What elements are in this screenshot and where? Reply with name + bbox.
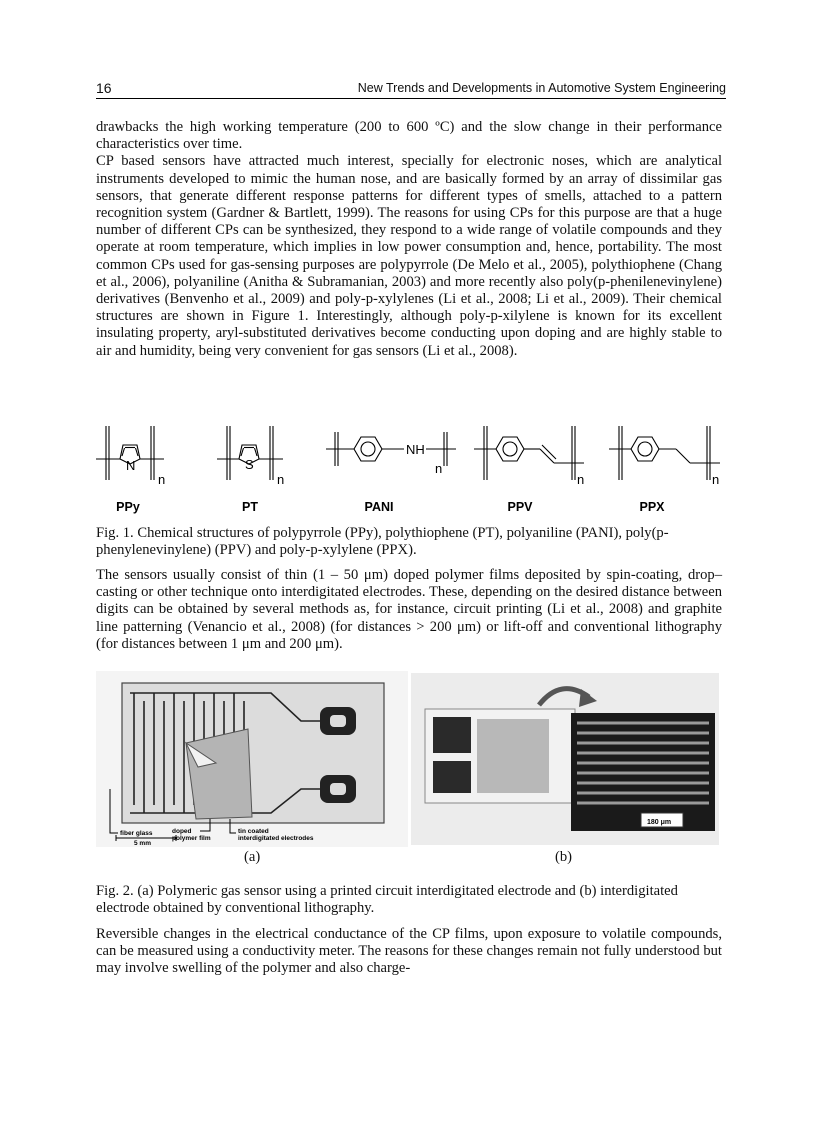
ppv-subscript: n — [577, 472, 585, 487]
pani-heteroatom: NH — [406, 442, 425, 457]
ppy-label: PPy — [116, 500, 140, 514]
figure-2b-lithography-photo — [411, 673, 719, 845]
pt-subscript: n — [277, 472, 285, 487]
callout-polymer-film: polymer film — [172, 835, 211, 842]
ppy-subscript: n — [158, 472, 166, 487]
pt-label: PT — [242, 500, 258, 514]
callout-tin-coated: tin coated — [238, 828, 269, 835]
scale-bar-label-a: 5 mm — [134, 840, 151, 847]
pani-label: PANI — [364, 500, 394, 514]
figure-2-caption: Fig. 2. (a) Polymeric gas sensor using a printed circuit interdigitated electrode and (b) interdigitated electrode obtained by conventional lithography. — [96, 883, 678, 917]
body-text-middle — [96, 567, 722, 653]
pt-heteroatom: S — [245, 457, 254, 472]
figure-1-structures — [96, 418, 726, 518]
paragraph-2: CP based sensors have attracted much interest, specially for electronic noses, which are analytical instruments developed to mimic the human nose, and are basically formed by an array of dissimilar gas sensors, that generate different response patterns for different types of smells, attached to a pattern recognition system (Gardner & Bartlett, 1999). The reasons for using CPs for this purpose are that a huge number of different CPs can be synthesized, they respond to a wide range of volatile compounds and they operate at room temperature, which implies in low power consumption and, hence, portability. The most common CPs used for gas-sensing purposes are polypyrrole (De Melo et al., 2005), polythiophene (Chang et al., 2006), polyaniline (Anitha & Subramanian, 2003) and more recently also poly(p-phenilenevinylene) derivatives (Benvenho et al., 2009) and poly-p-xylylenes (Li et al., 2008; Li et al., 2009). Their chemical structures are shown in Figure 1. Interestingly, although poly-p-xilylene is known for its excellent insulating property, aryl-substituted derivatives become conducting upon doping and are highly stable to air and humidity, being very convenient for gas sensors (Li et al., 2008). — [96, 153, 722, 359]
paragraph-1: drawbacks the high working temperature (200 to 600 ºC) and the slow change in their performance characteristics over time. — [96, 119, 722, 153]
body-text-bottom — [96, 926, 722, 978]
paragraph-3: The sensors usually consist of thin (1 – 50 μm) doped polymer films deposited by spin-coating, drop–casting or other technique onto interdigitated electrodes. These, depending on the desired distance between digits can be obtained by several methods as, for instance, circuit printing (Li et al., 2008) and graphite line patterning (Venancio et al., 2008) (for distances > 200 μm) or lift-off and conventional lithography (for distances between 1 μm and 200 μm). — [96, 567, 722, 652]
callout-doped: doped — [172, 828, 192, 835]
ppy-heteroatom: N — [126, 458, 136, 473]
pani-subscript: n — [435, 461, 443, 476]
panel-b-label: (b) — [555, 849, 573, 865]
ppv-structure — [474, 426, 584, 480]
page-number: 16 — [96, 80, 112, 96]
callout-fiber-glass: fiber glass — [120, 830, 153, 837]
ppx-subscript: n — [712, 472, 720, 487]
ppx-label: PPX — [639, 500, 665, 514]
ppx-structure — [609, 426, 720, 480]
callout-interdigitated: interdigitated electrodes — [238, 835, 314, 842]
figure-2a-sensor-photo — [96, 671, 408, 847]
running-title: New Trends and Developments in Automotive System Engineering — [357, 81, 726, 95]
scale-bar-label-b: 180 μm — [647, 819, 672, 826]
body-text-top — [96, 119, 722, 360]
page-header — [96, 80, 726, 99]
panel-a-label: (a) — [244, 849, 261, 865]
ppv-label: PPV — [507, 500, 533, 514]
paragraph-4: Reversible changes in the electrical conductance of the CP films, upon exposure to volatile compounds, can be measured using a conductivity meter. The reasons for these changes remain not fully understood but may involve swelling of the polymer and also charge- — [96, 926, 722, 977]
figure-1-caption: Fig. 1. Chemical structures of polypyrrole (PPy), polythiophene (PT), polyaniline (PANI), poly(p-phenylenevinylene) (PPV) and poly-p-xylylene (PPX). — [96, 525, 669, 559]
